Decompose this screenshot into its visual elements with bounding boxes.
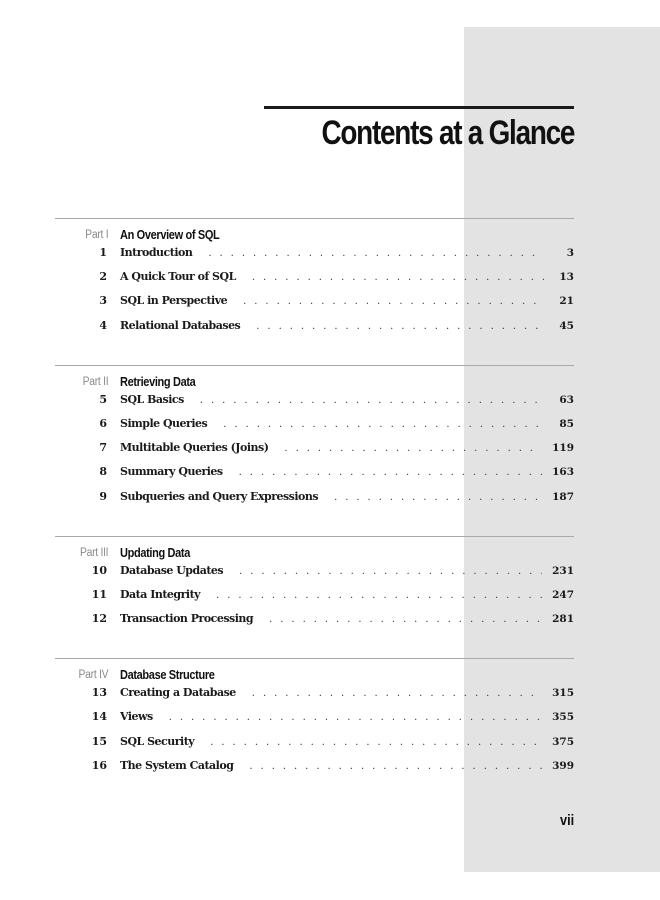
part-section <box>55 658 574 783</box>
chapter-page: 21 <box>559 295 574 308</box>
dot-leader <box>243 296 544 307</box>
table-of-contents <box>55 218 574 805</box>
chapter-page: 231 <box>552 564 574 577</box>
chapter-entry[interactable] <box>55 246 574 270</box>
part-heading[interactable] <box>55 664 574 686</box>
chapter-page: 355 <box>552 711 574 724</box>
chapter-number: 13 <box>91 686 107 700</box>
dot-leader <box>208 248 544 259</box>
part-label: Part III <box>79 546 109 559</box>
chapter-number: 8 <box>99 465 107 479</box>
dot-leader <box>269 614 542 625</box>
chapter-entry[interactable] <box>55 686 574 710</box>
chapter-title: Data Integrity <box>120 587 201 601</box>
dot-leader <box>252 272 544 283</box>
chapter-title: SQL Security <box>120 734 195 748</box>
chapter-page: 45 <box>559 319 574 332</box>
chapter-page: 375 <box>552 735 574 748</box>
chapter-page: 399 <box>552 759 574 772</box>
dot-leader <box>284 443 542 454</box>
chapter-entry[interactable] <box>55 588 574 612</box>
chapter-entry[interactable] <box>55 490 574 514</box>
chapter-page: 13 <box>559 271 574 284</box>
dot-leader <box>223 419 544 430</box>
chapter-title: SQL Basics <box>120 392 184 406</box>
chapter-entry[interactable] <box>55 319 574 343</box>
part-section <box>55 536 574 637</box>
chapter-title: Transaction Processing <box>120 612 254 626</box>
dot-leader <box>169 712 542 723</box>
chapter-title: Multitable Queries (Joins) <box>120 441 269 455</box>
chapter-title: Relational Databases <box>120 318 241 332</box>
part-label: Part II <box>82 375 109 388</box>
dot-leader <box>239 566 542 577</box>
chapter-number: 6 <box>99 416 107 430</box>
chapter-number: 10 <box>91 563 107 577</box>
page-number: vii <box>560 812 575 829</box>
part-heading[interactable] <box>55 224 574 246</box>
chapter-entry[interactable] <box>55 759 574 783</box>
chapter-title: Summary Queries <box>120 465 223 479</box>
chapter-title: A Quick Tour of SQL <box>120 270 236 284</box>
part-title: Updating Data <box>120 545 190 560</box>
chapter-entry[interactable] <box>55 270 574 294</box>
chapter-number: 1 <box>99 246 107 259</box>
part-title: Database Structure <box>120 668 215 683</box>
chapter-title: Simple Queries <box>120 416 208 430</box>
chapter-number: 16 <box>91 758 107 772</box>
dot-leader <box>210 737 542 748</box>
chapter-entry[interactable] <box>55 710 574 734</box>
chapter-title: Subqueries and Query Expressions <box>120 489 319 503</box>
chapter-title: Views <box>120 710 153 724</box>
chapter-page: 163 <box>552 466 574 479</box>
dot-leader <box>249 761 542 772</box>
chapter-number: 3 <box>99 294 107 308</box>
part-section <box>55 365 574 514</box>
chapter-entry[interactable] <box>55 393 574 417</box>
chapter-page: 281 <box>552 613 574 626</box>
part-title: An Overview of SQL <box>120 228 220 242</box>
chapter-entry[interactable] <box>55 417 574 441</box>
chapter-entry[interactable] <box>55 564 574 588</box>
chapter-title: Database Updates <box>120 563 224 577</box>
part-section <box>55 218 574 343</box>
chapter-title: Introduction <box>120 246 193 259</box>
part-label: Part IV <box>78 669 109 682</box>
chapter-page: 315 <box>552 687 574 700</box>
dot-leader <box>200 395 544 406</box>
part-heading[interactable] <box>55 371 574 393</box>
chapter-number: 15 <box>91 734 107 748</box>
chapter-entry[interactable] <box>55 294 574 318</box>
dot-leader <box>239 467 542 478</box>
chapter-number: 11 <box>91 587 107 601</box>
chapter-page: 187 <box>552 490 574 503</box>
chapter-page: 85 <box>559 417 574 430</box>
dot-leader <box>256 321 544 332</box>
chapter-number: 7 <box>99 441 107 455</box>
chapter-number: 14 <box>91 710 107 724</box>
chapter-entry[interactable] <box>55 612 574 636</box>
chapter-page: 63 <box>559 393 574 406</box>
chapter-page: 247 <box>552 588 574 601</box>
dot-leader <box>334 492 542 503</box>
chapter-number: 9 <box>99 489 107 503</box>
chapter-entry[interactable] <box>55 441 574 465</box>
part-heading[interactable] <box>55 542 574 564</box>
chapter-number: 4 <box>99 318 107 332</box>
part-label: Part I <box>85 229 109 241</box>
chapter-number: 2 <box>99 270 107 284</box>
chapter-number: 5 <box>99 392 107 406</box>
chapter-page: 3 <box>566 247 574 259</box>
chapter-number: 12 <box>91 612 107 626</box>
chapter-entry[interactable] <box>55 735 574 759</box>
chapter-title: Creating a Database <box>120 686 236 700</box>
chapter-entry[interactable] <box>55 465 574 489</box>
dot-leader <box>216 590 542 601</box>
dot-leader <box>252 688 542 699</box>
title-rule <box>264 106 574 109</box>
chapter-title: The System Catalog <box>120 758 234 772</box>
part-title: Retrieving Data <box>120 374 196 389</box>
chapter-page: 119 <box>552 442 574 455</box>
page-title: Contents at a Glance <box>321 114 574 152</box>
chapter-title: SQL in Perspective <box>120 294 228 308</box>
